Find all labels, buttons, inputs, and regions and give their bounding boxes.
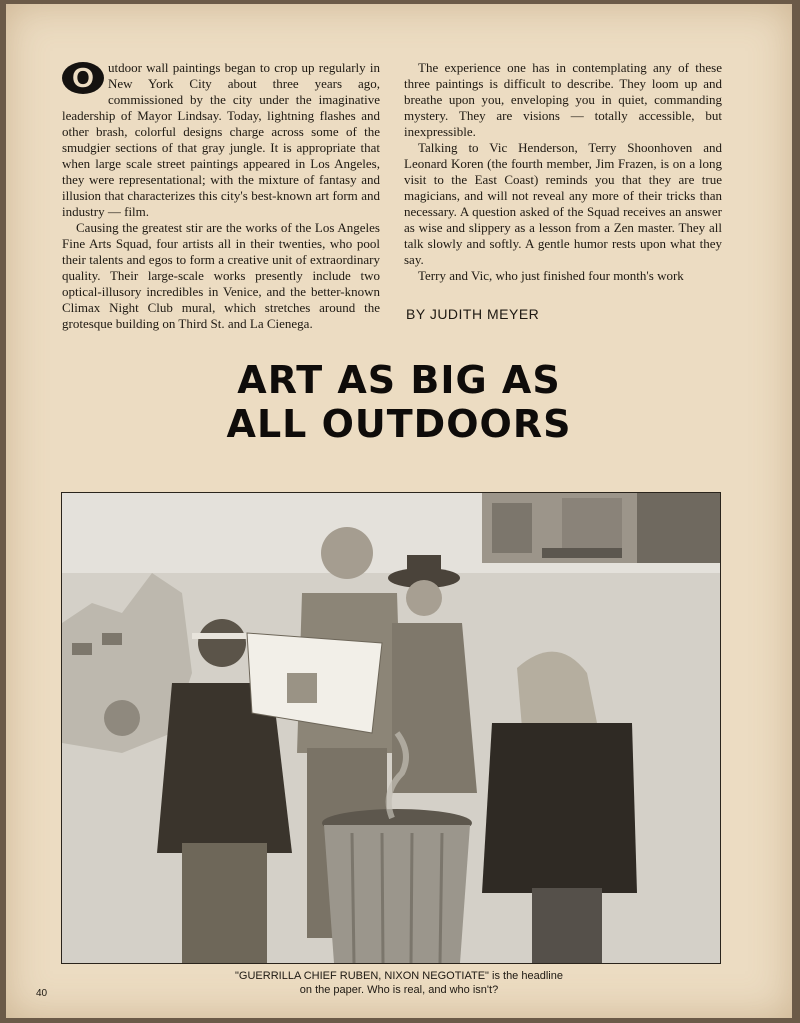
right-column [404, 60, 722, 284]
paragraph-1-text: utdoor wall paintings began to crop up regularly in New York City about three years ago, commissioned by the city under the imaginative leadership of Mayor Lindsay. Today, lightning flashes and other brash, colorful designs charge across some of the smudgier sections of that gray jungle. It is appropriate that when large scale street paintings appeared in Los Angeles, they were representational; with the mixture of fantasy and illusion that characterizes this city's best-known art form and industry — film. [62, 60, 380, 219]
paragraph-1 [62, 60, 380, 220]
photo-caption [6, 969, 792, 997]
page-number: 40 [36, 988, 48, 999]
headline-line-1: ART AS BIG AS [237, 358, 561, 402]
left-column [62, 60, 380, 332]
paragraph-4: Talking to Vic Henderson, Terry Shoonhoven and Leonard Koren (the fourth member, Jim Frazen, is on a long visit to the East Coast) reminds you that they are true magicians, and will not reveal any more of their tricks than necessary. A question asked of the Squad receives an answer as wise and slippery as a lesson from a Zen master. They all talk slowly and softly. A gentle humor rests upon what they say. [404, 140, 722, 267]
photo-illustration [62, 493, 720, 963]
caption-line-1: "GUERRILLA CHIEF RUBEN, NIXON NEGOTIATE" is the headline [235, 970, 563, 982]
paragraph-5: Terry and Vic, who just finished four month's work [418, 268, 684, 283]
paragraph-3: The experience one has in contemplating any of these three paintings is difficult to describe. They loom up and breathe upon you, enveloping you in quiet, commanding mystery. They are visions — totally accessible, but inexpressible. [404, 60, 722, 139]
drop-cap: O [62, 62, 104, 94]
caption-line-2: on the paper. Who is real, and who isn't? [299, 984, 499, 996]
article-photo [61, 492, 721, 964]
byline: BY JUDITH MEYER [406, 306, 540, 322]
paragraph-2: Causing the greatest stir are the works of the Los Angeles Fine Arts Squad, four artists all in their twenties, who pool their talents and egos to form a creative unit of extraordinary quality. Their large-scale works presently include two optical-illusory incredibles in Venice, and the better-known Climax Night Club mural, which stretches around the grotesque building on Third St. and La Cienega. [62, 220, 380, 331]
headline-line-2: ALL OUTDOORS [226, 402, 572, 446]
magazine-page [6, 4, 792, 1018]
